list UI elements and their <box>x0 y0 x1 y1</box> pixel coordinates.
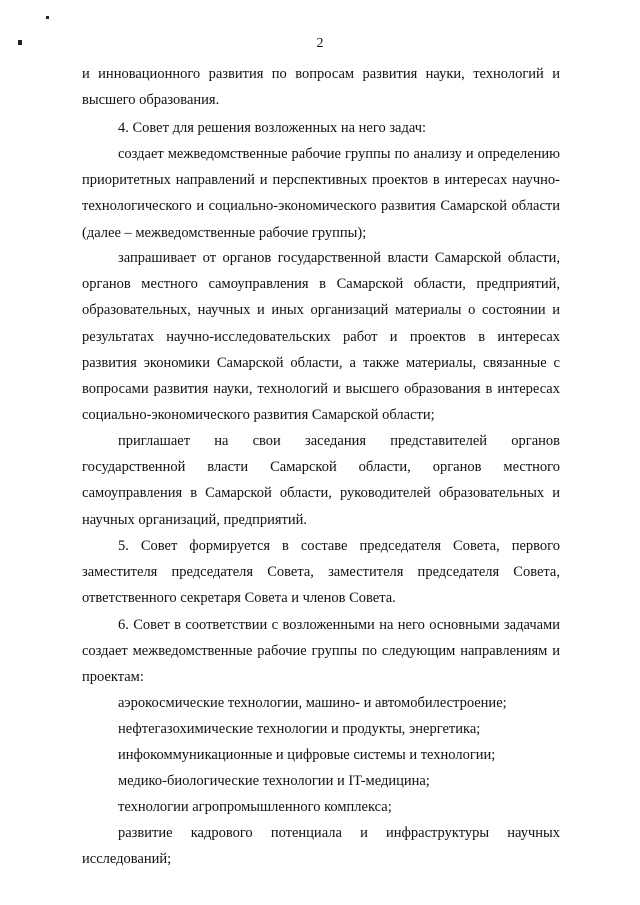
paragraph-continuation: и инновационного развития по вопросам развития науки, технологий и высшего образования. <box>82 66 560 109</box>
list-item: медико-биологические технологии и IT-медицина; <box>118 773 430 789</box>
list-item: аэрокосмические технологии, машино- и автомобилестроение; <box>118 695 507 711</box>
list-item: технологии агропромышленного комплекса; <box>118 799 392 815</box>
paragraph-item-4: 4. Совет для решения возложенных на него задач: <box>118 120 427 136</box>
list-item: нефтегазохимические технологии и продукты, энергетика; <box>118 721 481 737</box>
paragraph-creates-groups: создает межведомственные рабочие группы по анализу и определению приоритетных направлений и перспективных проектов в интересах научно-технологического и социально-экономического развития Самарской области (далее – межведомственные рабочие группы); <box>82 146 560 241</box>
paragraph-requests-materials: запрашивает от органов государственной власти Самарской области, органов местного самоуправления в Самарской области, предприятий, образовательных, научных и иных организаций материалы о состоянии и результатах научно-исследовательских работ и проектов в интересах развития экономики Самарской области, а также материалы, связанные с вопросами развития науки, технологий и высшего образования в интересах социально-экономического развития Самарской области; <box>82 250 560 424</box>
list-item: инфокоммуникационные и цифровые системы и технологии; <box>118 747 496 763</box>
scan-dot <box>46 16 49 19</box>
page-number: 2 <box>316 36 324 51</box>
paragraph-invites: приглашает на свои заседания представителей органов государственной власти Самарской области, органов местного самоуправления в Самарской области, руководителей образовательных и научных организаций, предприятий. <box>82 433 560 528</box>
paragraph-last: развитие кадрового потенциала и инфраструктуры научных исследований; <box>82 825 560 868</box>
paragraph-item-5: 5. Совет формируется в составе председателя Совета, первого заместителя председателя Совета, заместителя председателя Совета, ответственного секретаря Совета и членов Совета. <box>82 538 560 607</box>
paragraph-item-6: 6. Совет в соответствии с возложенными на него основными задачами создает межведомственные рабочие группы по следующим направлениям и проектам: <box>82 617 560 686</box>
